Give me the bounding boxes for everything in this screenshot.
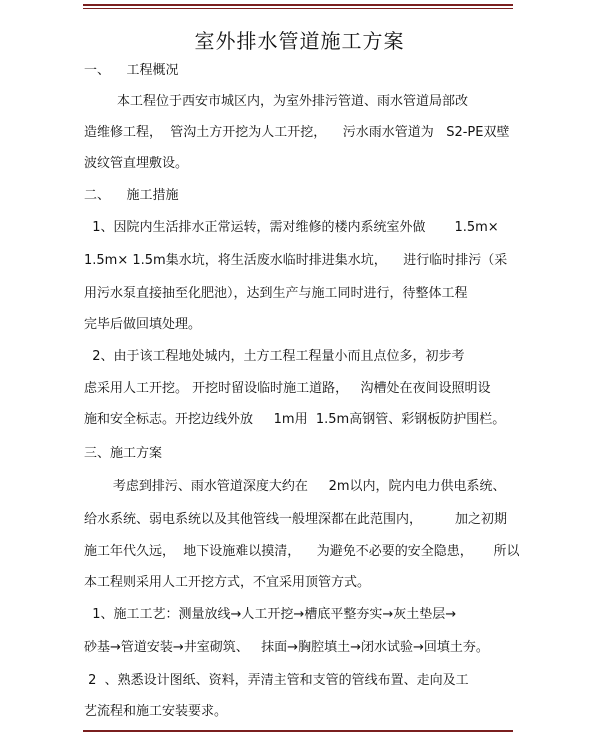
section-heading-3: 三、施工方案 bbox=[84, 446, 163, 461]
paragraph-line: 2、由于该工程地处城内，土方工程工程量小而且点位多，初步考 bbox=[84, 349, 465, 364]
paragraph-line: 施工年代久远， 地下设施难以摸清， 为避免不必要的安全隐患， 所以 bbox=[84, 544, 520, 559]
bottom-rule bbox=[83, 730, 513, 732]
top-rule bbox=[83, 4, 513, 6]
paragraph-line: 本工程位于西安市城区内，为室外排污管道、雨水管道局部改 bbox=[84, 94, 469, 109]
section-heading-1: 一、 工程概况 bbox=[84, 63, 179, 78]
document-title: 室外排水管道施工方案 bbox=[194, 29, 405, 53]
paragraph-line: 波纹管直埋敷设。 bbox=[84, 156, 189, 171]
paragraph-line: 用污水泵直接抽至化肥池），达到生产与施工同时进行，待整体工程 bbox=[84, 286, 468, 301]
paragraph-line: 完毕后做回填处理。 bbox=[84, 317, 202, 332]
paragraph-line: 1.5m× 1.5m集水坑，将生活废水临时排进集水坑， 进行临时排污（采 bbox=[84, 253, 508, 268]
paragraph-line: 施和安全标志。开挖边线外放 1m用 1.5m高钢管、彩钢板防护围栏。 bbox=[84, 412, 506, 427]
top-rule-thin bbox=[83, 8, 513, 9]
paragraph-line: 2 、熟悉设计图纸、资料，弄清主管和支管的管线布置、走向及工 bbox=[84, 673, 469, 688]
paragraph-line: 虑采用人工开挖。 开挖时留设临时施工道路， 沟槽处在夜间设照明设 bbox=[84, 381, 491, 396]
paragraph-line: 艺流程和施工安装要求。 bbox=[84, 704, 228, 719]
paragraph-line: 给水系统、弱电系统以及其他管线一般埋深都在此范围内， 加之初期 bbox=[84, 512, 508, 527]
paragraph-line: 1、因院内生活排水正常运转，需对维修的楼内系统室外做 1.5m× bbox=[84, 220, 499, 235]
paragraph-line: 本工程则采用人工开挖方式，不宜采用顶管方式。 bbox=[84, 575, 371, 590]
paragraph-line: 砂基→管道安装→井室砌筑、 抹面→胸腔填土→闭水试验→回填土夯。 bbox=[84, 640, 489, 655]
paragraph-line: 造维修工程， 管沟土方开挖为人工开挖， 污水雨水管道为 S2-PE双壁 bbox=[84, 125, 510, 140]
section-heading-2: 二、 施工措施 bbox=[84, 188, 179, 203]
paragraph-line: 1、施工工艺：测量放线→人工开挖→槽底平整夯实→灰土垫层→ bbox=[84, 607, 457, 622]
paragraph-line: 考虑到排污、雨水管道深度大约在 2m以内，院内电力供电系统、 bbox=[84, 479, 506, 494]
